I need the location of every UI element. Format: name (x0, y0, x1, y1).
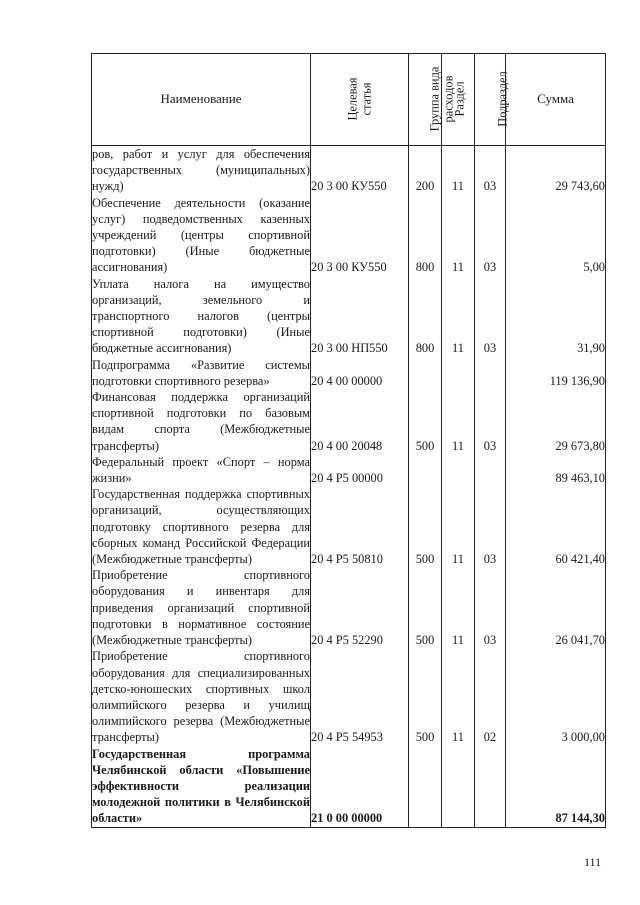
header-target-line1: Целевая (345, 77, 360, 121)
header-subsection (475, 54, 510, 146)
row-subsection: 03 (475, 276, 506, 357)
row-name: Государственная поддержка спортивных организаций, осуществляющих подготовку спортивного резерва для сборных команд Российской Федерации (Межбюджетные трансферты) (92, 487, 310, 567)
row-name: Уплата налога на имущество организаций, земельного и транспортного налогов (центры спортивной подготовки) (Иные бюджетные ассигнования) (92, 276, 310, 356)
row-group: 500 (409, 486, 442, 567)
row-name: Федеральный проект «Спорт – норма жизни» (92, 454, 310, 486)
row-section (442, 746, 475, 828)
row-name: Приобретение спортивного оборудования и инвентаря для приведения организаций спортивной подготовки в нормативное состояние (Межбюджетные трансферты) (92, 568, 310, 648)
row-code: 20 4 00 20048 (311, 389, 409, 454)
row-code: 20 4 00 00000 (311, 357, 409, 389)
row-subsection: 02 (475, 648, 506, 745)
row-sum: 87 144,30 (506, 746, 606, 828)
row-section (442, 454, 475, 486)
row-subsection: 03 (475, 389, 506, 454)
row-code: 20 4 P5 00000 (311, 454, 409, 486)
row-sum: 29 673,80 (506, 389, 606, 454)
row-name: ров, работ и услуг для обеспечения государственных (муниципальных) нужд) (92, 147, 310, 194)
header-subsection-label: Подраздел (495, 71, 510, 128)
row-subsection: 03 (475, 146, 506, 195)
table-header-row (92, 54, 606, 146)
row-code: 20 4 P5 52290 (311, 567, 409, 648)
header-group-line1: Группа вида (427, 66, 442, 132)
header-sum: Сумма (506, 54, 606, 146)
row-sum: 29 743,60 (506, 146, 606, 195)
page-number: 111 (584, 855, 602, 869)
header-group-line2: расходов (441, 75, 456, 123)
table-row (92, 486, 606, 567)
header-name: Наименование (92, 54, 311, 146)
header-section-label: Раздел (452, 81, 467, 117)
row-group (409, 357, 442, 389)
row-section: 11 (442, 648, 475, 745)
row-group: 800 (409, 276, 442, 357)
row-group: 500 (409, 389, 442, 454)
row-code: 20 3 00 КУ550 (311, 195, 409, 276)
row-section: 11 (442, 389, 475, 454)
row-subsection: 03 (475, 195, 506, 276)
row-section: 11 (442, 146, 475, 195)
row-code: 20 3 00 КУ550 (311, 146, 409, 195)
row-section: 11 (442, 567, 475, 648)
row-sum: 31,90 (506, 276, 606, 357)
row-sum: 5,00 (506, 195, 606, 276)
table-row (92, 276, 606, 357)
row-subsection: 03 (475, 567, 506, 648)
row-group: 500 (409, 648, 442, 745)
row-name: Государственная программа Челябинской области «Повышение эффективности реализации молодежной политики в Челябинской области» (92, 746, 310, 826)
row-subsection (475, 746, 506, 828)
header-expense-group (409, 54, 456, 146)
row-group: 500 (409, 567, 442, 648)
table-row-total (92, 746, 606, 828)
row-code: 20 3 00 НП550 (311, 276, 409, 357)
row-sum: 119 136,90 (506, 357, 606, 389)
row-name: Приобретение спортивного оборудования для специализированных детско-юношеских спортивных школ олимпийского резерва и училищ олимпийского резерва (Межбюджетные трансферты) (92, 649, 310, 745)
table-row (92, 146, 606, 195)
row-subsection (475, 454, 506, 486)
table-row (92, 648, 606, 745)
row-section: 11 (442, 195, 475, 276)
row-code: 20 4 P5 54953 (311, 648, 409, 745)
row-group: 200 (409, 146, 442, 195)
row-subsection (475, 357, 506, 389)
row-name: Финансовая поддержка организаций спортивной подготовки по базовым видам спорта (Межбюджетные трансферты) (92, 390, 310, 453)
table-row (92, 454, 606, 486)
row-subsection: 03 (475, 486, 506, 567)
row-sum: 3 000,00 (506, 648, 606, 745)
row-group (409, 454, 442, 486)
header-target-line2: статья (359, 82, 374, 116)
row-code: 21 0 00 00000 (311, 746, 409, 828)
table-row (92, 195, 606, 276)
table-row (92, 389, 606, 454)
header-target-article (311, 54, 409, 146)
row-sum: 26 041,70 (506, 567, 606, 648)
budget-table (91, 53, 606, 828)
row-section: 11 (442, 486, 475, 567)
table-row (92, 567, 606, 648)
row-sum: 60 421,40 (506, 486, 606, 567)
row-group (409, 746, 442, 828)
row-name: Подпрограмма «Развитие системы подготовки спортивного резерва» (92, 357, 310, 388)
row-section: 11 (442, 276, 475, 357)
row-code: 20 4 P5 50810 (311, 486, 409, 567)
row-group: 800 (409, 195, 442, 276)
row-name: Обеспечение деятельности (оказание услуг) подведомственных казенных учреждений (центры спортивной подготовки) (Иные бюджетные ассигнования) (92, 195, 310, 275)
table-row (92, 357, 606, 389)
row-sum: 89 463,10 (506, 454, 606, 486)
row-section (442, 357, 475, 389)
